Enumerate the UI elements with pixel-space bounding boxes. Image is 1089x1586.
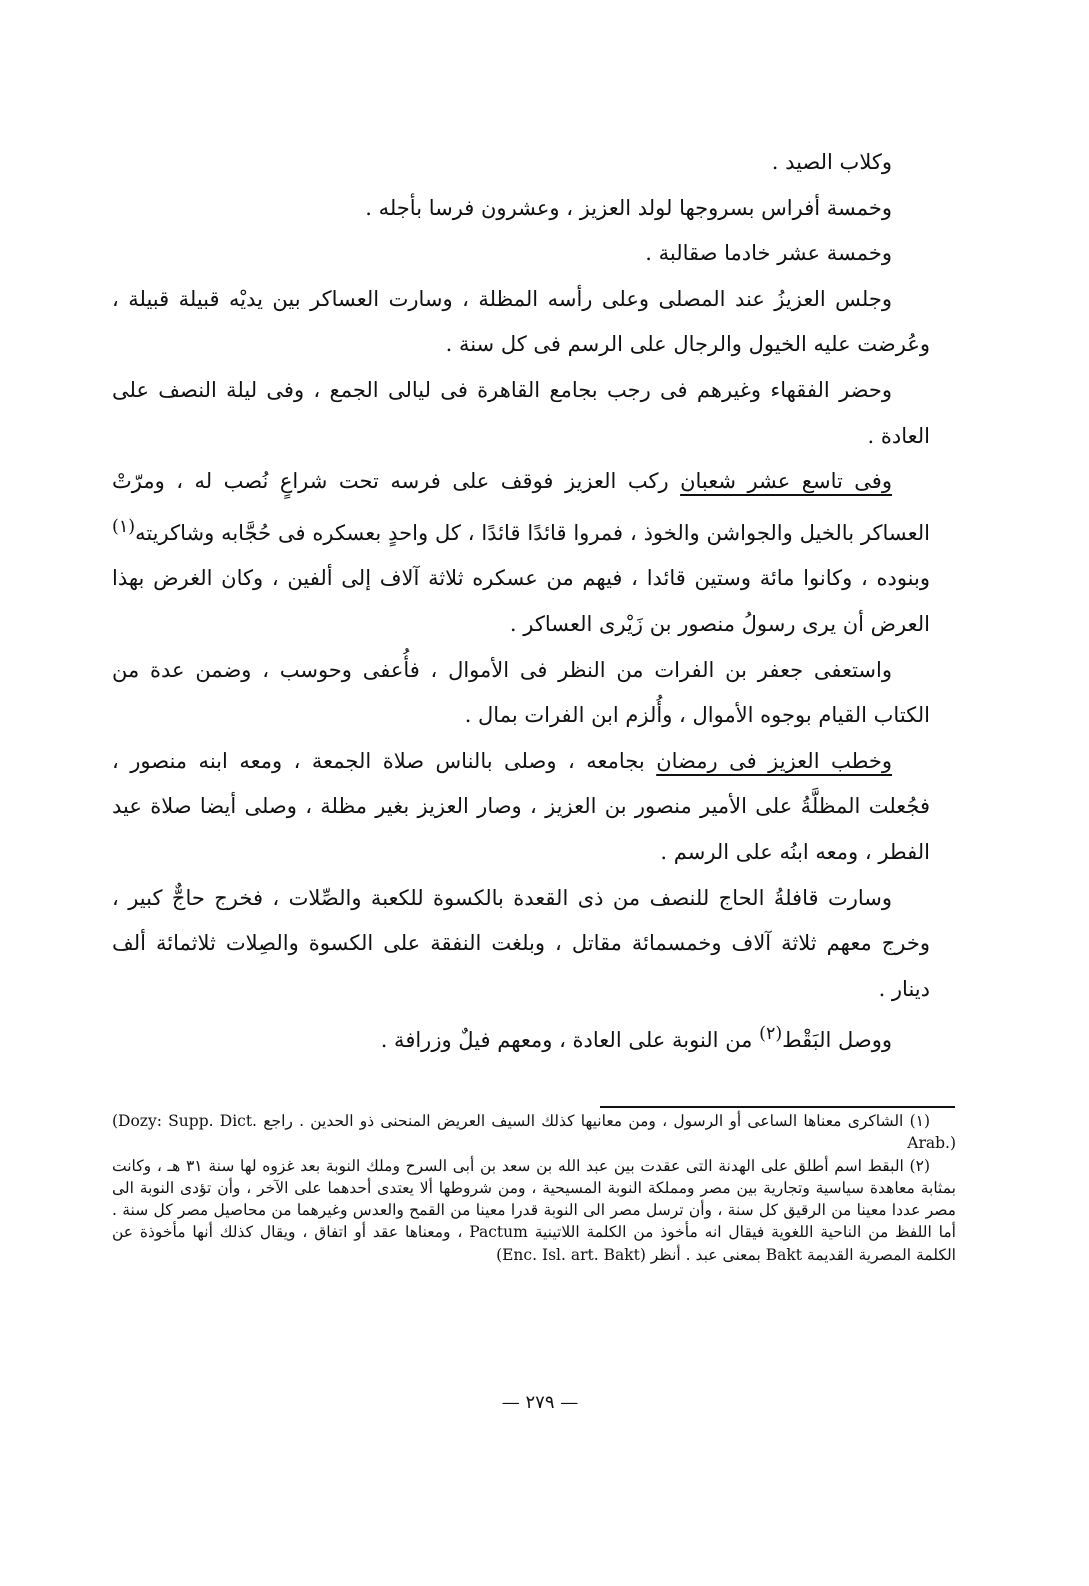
footnote-text: (١) الشاكرى معناها الساعى أو الرسول ، ومن معانيها كذلك السيف العريض المنحنى ذو الحدين . راجع xyxy=(263,1112,931,1130)
main-text xyxy=(112,140,930,1064)
paragraph xyxy=(112,739,930,876)
text-line: ركب العزيز فوقف على فرسه تحت شراعٍ نُصب له ، ومرّتْ العساكر بالخيل والجواشن والخوذ ، فمروا قائدًا قائدًا ، كل واحدٍ بعسكره فى حُجَّابه وشاكريته xyxy=(112,469,930,545)
paragraph xyxy=(112,186,930,232)
text-line: وخمسة عشر خادما صقالبة . xyxy=(645,241,892,266)
underlined-date: وخطب العزيز فى رمضان xyxy=(656,748,892,773)
footnote-divider xyxy=(600,1106,955,1108)
paragraph xyxy=(112,876,930,1013)
text-line: ووصل البَقْط xyxy=(782,1028,892,1053)
text-line: وجلس العزيزُ عند المصلى وعلى رأسه المظلة ، وسارت العساكر بين يديْه قبيلة قبيلة ، وعُرضت عليه الخيول والرجال على الرسم فى كل سنة . xyxy=(112,286,930,357)
footnote-marker: (٢) xyxy=(759,1024,783,1045)
footnote-reference: (Dozy: Supp. Dict. Arab.) xyxy=(112,1112,956,1153)
footnote-text: بمعنى عبد . أنظر xyxy=(645,1245,766,1264)
text-line: وسارت قافلةُ الحاج للنصف من ذى القعدة بالكسوة للكعبة والصِّلات ، فخرج حاجٌّ كبير ، وخرج معهم ثلاثة آلاف وخمسمائة مقاتل ، وبلغت النفقة على الكسوة والصِلات ثلاثمائة ألف دينار . xyxy=(112,885,930,1001)
text-line: وكلاب الصيد . xyxy=(771,150,892,174)
footnote-2 xyxy=(112,1155,956,1266)
footnote-text: (٢) البقط اسم أطلق على الهدنة التى عقدت بين عبد الله بن سعد بن أبى السرح وملك النوبة بعد غزوه لها سنة ٣١ هـ ، وكانت بمثابة معاهدة سياسية وتجارية بين مصر ومملكة النوبة المسيحية ، ومن شروطها ألا يعتدى أحدهما على الآخر ، وأن تؤدى النوبة الى مصر عددا معينا من الرقيق كل سنة ، وأن ترسل مصر الى النوبة قدرا معينا من القمح والعدس وغيرهما من محاصيل مصر كل سنة . أما اللفظ من الناحية اللغوية فيقال انه مأخوذ من الكلمة اللاتينية xyxy=(112,1156,956,1242)
text-line: واستعفى جعفر بن الفرات من النظر فى الأموال ، فأُعفى وحوسب ، وضمن عدة من الكتاب القيام بوجوه الأموال ، وأُلزم ابن الفرات بمال . xyxy=(112,657,930,728)
footnote-1 xyxy=(112,1110,956,1155)
text-line: بجامعه ، وصلى بالناس صلاة الجمعة ، ومعه ابنه منصور ، فجُعلت المظلَّةُ على الأمير منصور بن العزيز ، وصار العزيز بغير مظلة ، وصلى أيضا صلاة عيد الفطر ، ومعه ابنُه على الرسم . xyxy=(112,748,930,864)
text-line: وخمسة أفراس بسروجها لولد العزيز ، وعشرون فرسا بأجله . xyxy=(365,195,892,220)
text-line: من النوبة على العادة ، ومعهم فيلٌ وزرافة . xyxy=(380,1028,760,1053)
footnote-reference: (Enc. Isl. art. Bakt) xyxy=(496,1245,646,1264)
footnote-marker: (١) xyxy=(112,516,136,537)
paragraph xyxy=(112,648,930,739)
paragraph xyxy=(112,231,930,277)
latin-term: Bakt xyxy=(765,1245,803,1264)
paragraph xyxy=(112,140,930,186)
paragraph xyxy=(112,277,930,368)
text-line: وبنوده ، وكانوا مائة وستين قائدا ، فيهم من عسكره ثلاثة آلاف إلى ألفين ، وكان الغرض بهذا العرض أن يرى رسولُ منصور بن زَيْرى العساكر . xyxy=(112,566,930,636)
paragraph xyxy=(112,1012,930,1064)
text-line: وحضر الفقهاء وغيرهم فى رجب بجامع القاهرة فى ليالى الجمع ، وفى ليلة النصف على العادة . xyxy=(112,377,930,448)
page-number: — ٢٧٩ — xyxy=(501,1392,579,1413)
footnote-text: ، ومعناها عقد أو اتفاق ، ويقال كذلك أنها مأخوذة عن الكلمة المصرية القديمة xyxy=(112,1223,956,1264)
paragraph xyxy=(112,368,930,459)
paragraph xyxy=(112,459,930,647)
footnotes xyxy=(112,1110,956,1266)
latin-term: Pactum xyxy=(469,1223,528,1242)
underlined-date: وفى تاسع عشر شعبان xyxy=(680,469,892,494)
